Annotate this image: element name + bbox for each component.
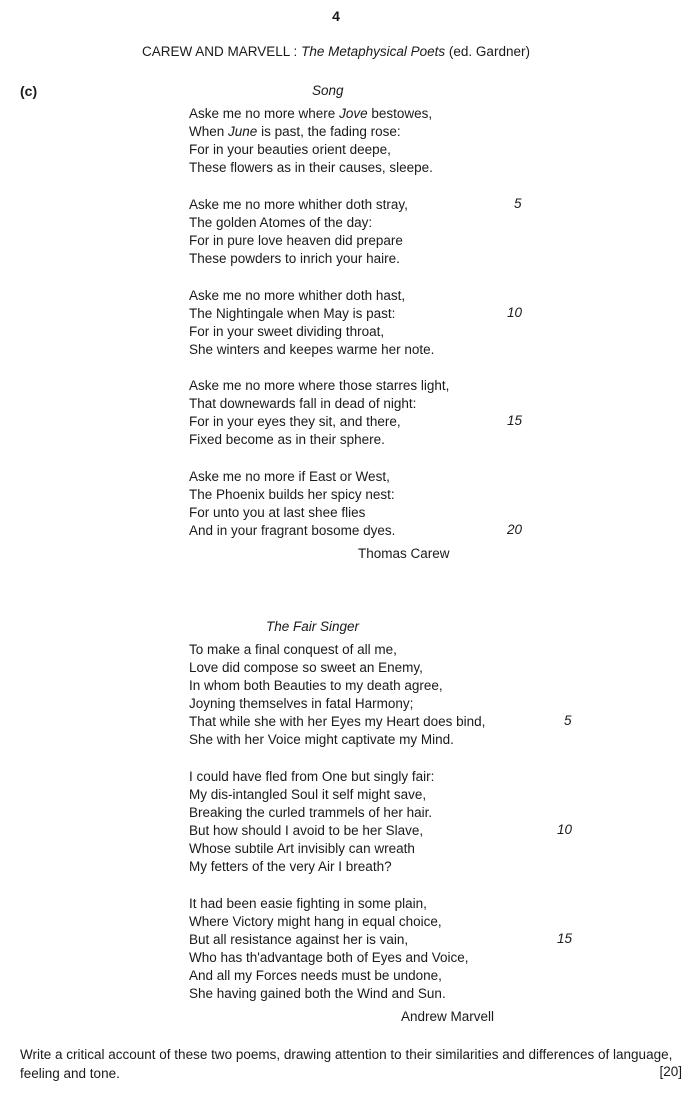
poem2-line: That while she with her Eyes my Heart does bind, — [189, 714, 486, 729]
poem2-line: Whose subtile Art invisibly can wreath — [189, 841, 415, 856]
poem1-line: She winters and keepes warme her note. — [189, 342, 435, 357]
poem1-line: The Phoenix builds her spicy nest: — [189, 487, 395, 502]
poem2-line: My dis-intangled Soul it self might save, — [189, 787, 427, 802]
poem2-line: My fetters of the very Air I breath? — [189, 859, 392, 874]
heading-editor: (ed. Gardner) — [448, 44, 530, 59]
poem2-line: In whom both Beauties to my death agree, — [189, 678, 443, 693]
poem2-line-number: 15 — [557, 931, 573, 946]
poem2-line: But how should I avoid to be her Slave, — [189, 823, 424, 838]
poem2-line: To make a final conquest of all me, — [189, 642, 397, 657]
poem2-author: Andrew Marvell — [401, 1009, 495, 1024]
poem1-line-number: 10 — [507, 305, 523, 320]
poem1-line: That downewards fall in dead of night: — [189, 396, 417, 411]
heading-source-title: The Metaphysical Poets — [301, 44, 446, 59]
poem1-line: For unto you at last shee flies — [189, 505, 366, 520]
poem1-line: Aske me no more whither doth stray, — [189, 197, 408, 212]
poem1-line: The golden Atomes of the day: — [189, 215, 373, 230]
poem1-line: For in your sweet dividing throat, — [189, 324, 385, 339]
poem1-line: These flowers as in their causes, sleepe. — [189, 160, 433, 175]
poem2-line-number: 10 — [557, 822, 573, 837]
poem2-title: The Fair Singer — [266, 619, 360, 634]
poem2-line: Breaking the curled trammels of her hair. — [189, 805, 433, 820]
section-heading — [0, 44, 672, 59]
poem2-line: Where Victory might hang in equal choice, — [189, 914, 442, 929]
poem2-line: And all my Forces needs must be undone, — [189, 968, 442, 983]
poem1-line: Aske me no more if East or West, — [189, 469, 390, 484]
poem1-line: These powders to inrich your haire. — [189, 251, 400, 266]
part-label: (c) — [20, 83, 38, 99]
poem1-line-number: 15 — [507, 413, 523, 428]
page-number: 4 — [332, 8, 340, 24]
heading-authors: CAREW AND MARVELL : — [142, 44, 298, 59]
poem1-line: And in your fragrant bosome dyes. — [189, 523, 396, 538]
poem1-line: Fixed become as in their sphere. — [189, 432, 385, 447]
poem1-line-number: 5 — [514, 196, 522, 211]
poem2-line: But all resistance against her is vain, — [189, 932, 409, 947]
poem1-line: When June is past, the fading rose: — [189, 124, 401, 139]
poem1-line: For in pure love heaven did prepare — [189, 233, 403, 248]
poem1-line-number: 20 — [507, 522, 523, 537]
poem1-line: Aske me no more whither doth hast, — [189, 288, 406, 303]
poem2-line: Joyning themselves in fatal Harmony; — [189, 696, 414, 711]
poem1-author: Thomas Carew — [358, 546, 450, 561]
poem1-line: For in your beauties orient deepe, — [189, 142, 391, 157]
question-text: Write a critical account of these two poems, drawing attention to their similarities and differences of language, feeling and tone. — [20, 1047, 673, 1081]
poem1-line: Aske me no more where Jove bestowes, — [189, 106, 433, 121]
poem2-line-number: 5 — [564, 713, 572, 728]
question-marks: [20] — [659, 1064, 682, 1079]
poem2-line: Who has th'advantage both of Eyes and Voice, — [189, 950, 469, 965]
poem1-line: For in your eyes they sit, and there, — [189, 414, 401, 429]
poem2-line: Love did compose so sweet an Enemy, — [189, 660, 423, 675]
poem1-line: Aske me no more where those starres light, — [189, 378, 450, 393]
poem2-line: She having gained both the Wind and Sun. — [189, 986, 446, 1001]
poem1-line: The Nightingale when May is past: — [189, 306, 396, 321]
poem2-line: It had been easie fighting in some plain, — [189, 896, 427, 911]
poem2-line: She with her Voice might captivate my Mind. — [189, 732, 454, 747]
poem2-line: I could have fled from One but singly fair: — [189, 769, 435, 784]
poem1-title: Song — [312, 83, 344, 98]
